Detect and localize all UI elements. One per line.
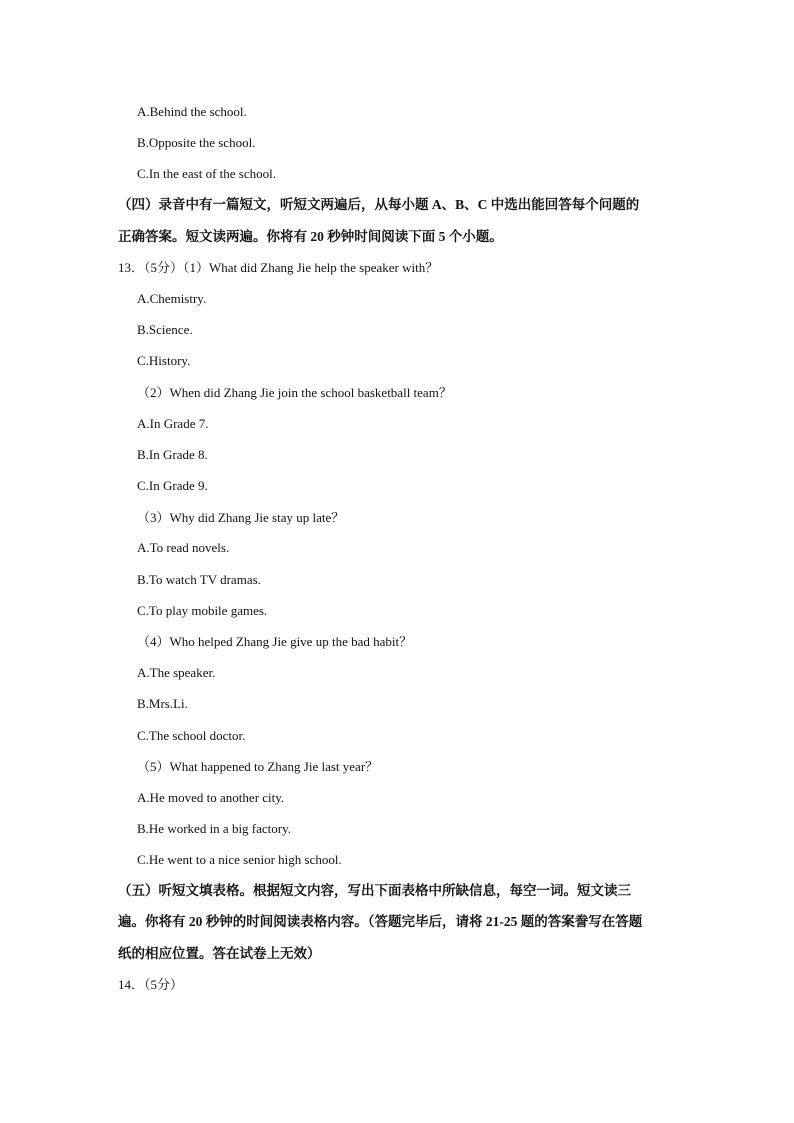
q13-header: 13．（5分）（1）What did Zhang Jie help the speaker with？ bbox=[118, 260, 439, 275]
q13-2-question: （2）When did Zhang Jie join the school basketball team？ bbox=[137, 385, 452, 400]
section5-instruction-line3: 纸的相应位置。答在试卷上无效） bbox=[118, 946, 321, 961]
q13-5-option-a: A.He moved to another city. bbox=[137, 790, 285, 805]
q12-option-a: A.Behind the school. bbox=[137, 104, 247, 119]
q13-3-option-b: B.To watch TV dramas. bbox=[137, 572, 261, 587]
q13-4-option-b: B.Mrs.Li. bbox=[137, 696, 188, 711]
section4-instruction-line2: 正确答案。短文读两遍。你将有 20 秒钟时间阅读下面 5 个小题。 bbox=[118, 229, 503, 244]
q13-4-question: （4）Who helped Zhang Jie give up the bad habit？ bbox=[137, 634, 413, 649]
q13-2-option-b: B.In Grade 8. bbox=[137, 447, 208, 462]
q13-5-option-b: B.He worked in a big factory. bbox=[137, 821, 292, 836]
section4-instruction-line1: （四）录音中有一篇短文，听短文两遍后，从每小题 A、B、C 中选出能回答每个问题的 bbox=[118, 197, 640, 212]
q13-2-option-c: C.In Grade 9. bbox=[137, 478, 208, 493]
q13-3-option-c: C.To play mobile games. bbox=[137, 603, 268, 618]
q13-1-option-a: A.Chemistry. bbox=[137, 291, 207, 306]
q13-4-option-c: C.The school doctor. bbox=[137, 728, 246, 743]
q14-header: 14．（5分） bbox=[118, 977, 184, 992]
q13-1-option-c: C.History. bbox=[137, 353, 191, 368]
q13-5-question: （5）What happened to Zhang Jie last year？ bbox=[137, 759, 379, 774]
q12-option-c: C.In the east of the school. bbox=[137, 166, 276, 181]
q13-1-option-b: B.Science. bbox=[137, 322, 193, 337]
section5-instruction-line1: （五）听短文填表格。根据短文内容，写出下面表格中所缺信息，每空一词。短文读三 bbox=[118, 883, 631, 898]
q13-4-option-a: A.The speaker. bbox=[137, 665, 216, 680]
q13-3-question: （3）Why did Zhang Jie stay up late？ bbox=[137, 510, 345, 525]
q13-5-option-c: C.He went to a nice senior high school. bbox=[137, 852, 342, 867]
section5-instruction-line2: 遍。你将有 20 秒钟的时间阅读表格内容。（答题完毕后，请将 21-25 题的答案誊写在答题 bbox=[118, 914, 643, 929]
q12-option-b: B.Opposite the school. bbox=[137, 135, 256, 150]
q13-2-option-a: A.In Grade 7. bbox=[137, 416, 209, 431]
q13-3-option-a: A.To read novels. bbox=[137, 540, 230, 555]
